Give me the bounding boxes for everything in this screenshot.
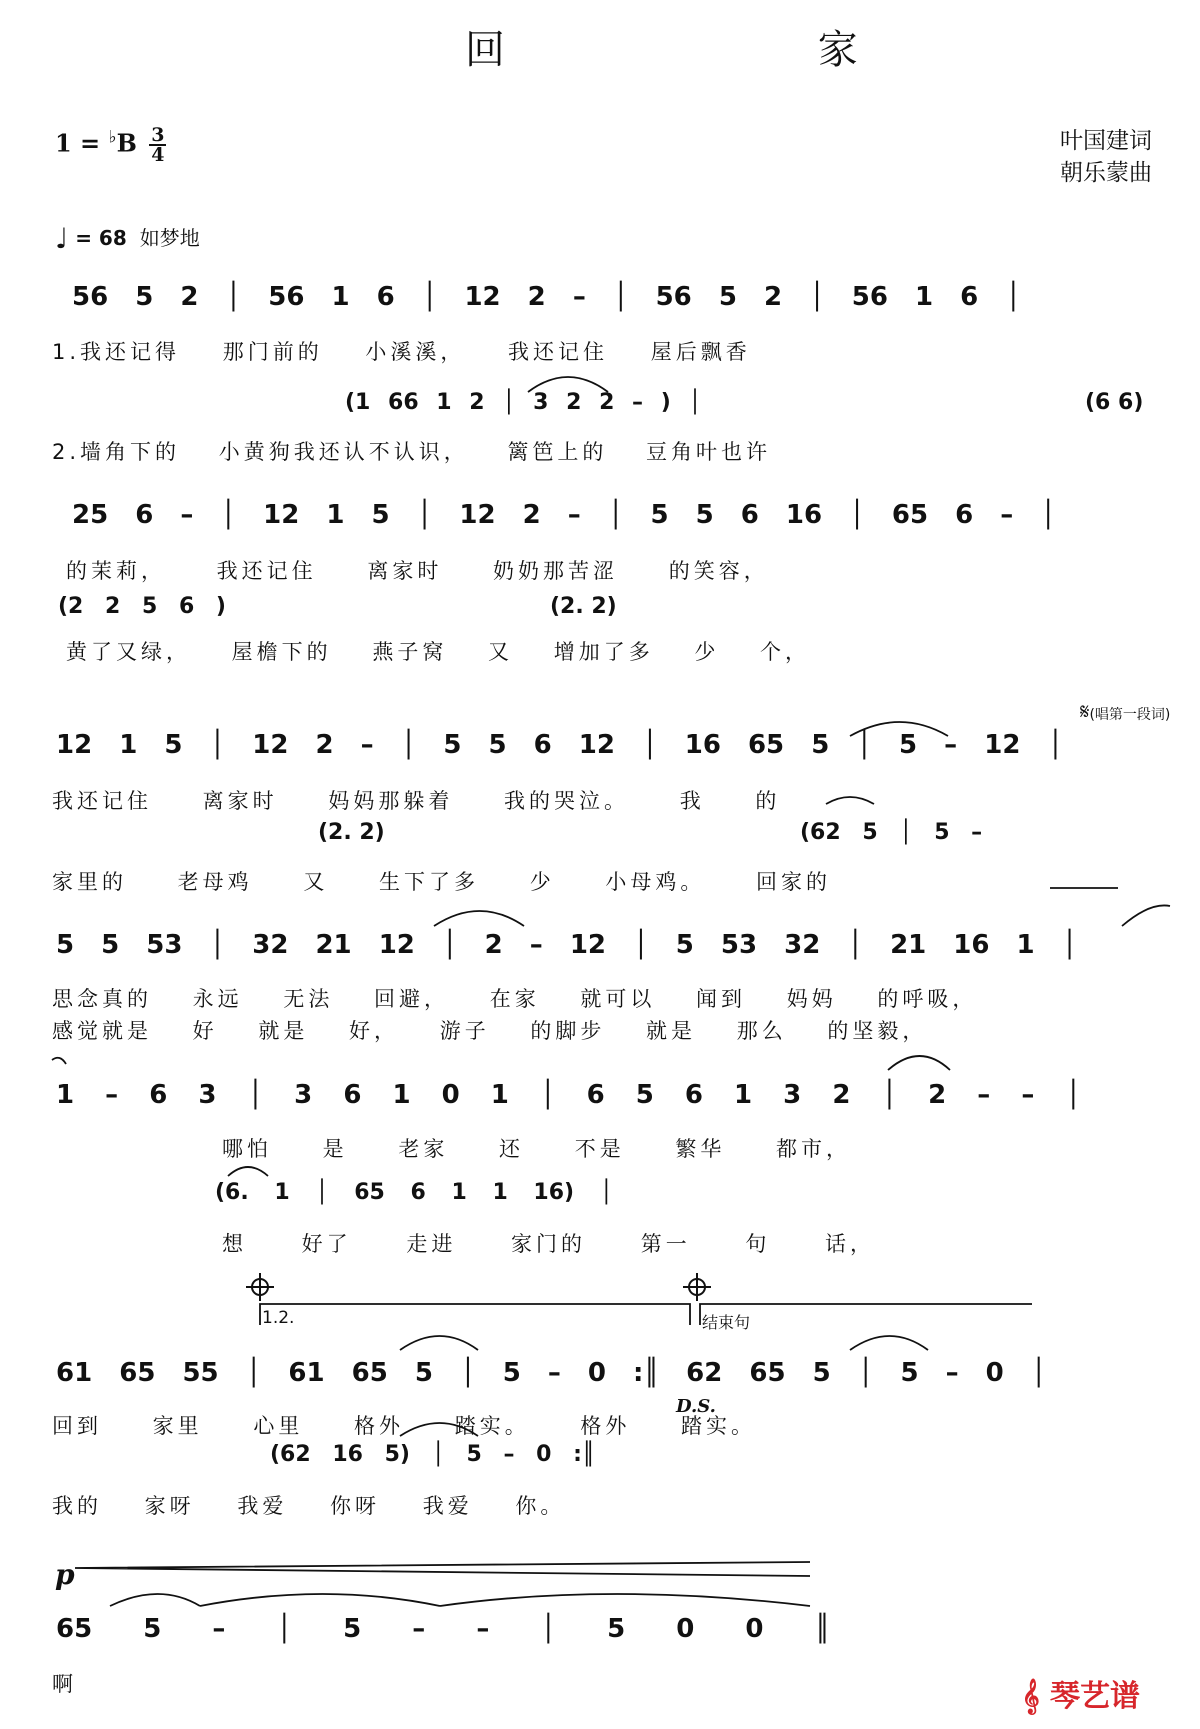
notation-line-7: 65 5 – │ 5 – – │ 5 0 0 ║: [56, 1614, 831, 1644]
ending-bracket: [700, 1304, 1032, 1325]
segno-instruction: 𝄋(唱第一段词): [1080, 700, 1171, 725]
notation-line-2: 25 6 – │ 12 1 5 │ 12 2 – │ 5 5 6 16 │ 65 6 – │: [72, 500, 1056, 530]
interlude-bit: (6 6): [1085, 390, 1144, 415]
page-title: 回 家: [465, 27, 1008, 73]
ending-label: 结束句: [702, 1313, 751, 1332]
notation-line-3: 12 1 5 │ 12 2 – │ 5 5 6 12 │ 16 65 5 │ 5 – 12 │: [56, 730, 1064, 760]
volta-1-label: 1.2.: [262, 1308, 295, 1328]
tie-slur: [52, 1058, 66, 1064]
interlude-line-6: (6. 1 │ 65 6 1 1 16) │: [215, 1180, 613, 1205]
lyric-line-11: 回到 家里 心里 格外 踏实。 格外 踏实。: [52, 1414, 757, 1438]
ds-marking: D.S.: [676, 1396, 716, 1417]
segno-icon: 𝄋: [1080, 700, 1090, 725]
tie-slur: [850, 1336, 928, 1350]
lyric-line-2: 2.墙角下的 小黄狗我还认不认识， 篱笆上的 豆角叶也许: [52, 440, 772, 464]
notation-line-6: 61 65 55 │ 61 65 5 │ 5 – 0 :║ 62 65 5 │ 5 – 0 │: [56, 1358, 1047, 1388]
notation-line-5: 1 – 6 3 │ 3 6 1 0 1 │ 6 5 6 1 3 2 │ 2 – – │: [56, 1080, 1082, 1110]
interlude-line-3: (2. 2): [550, 594, 617, 619]
crescendo-hairpin: [75, 1562, 810, 1576]
tie-slur: [400, 1336, 478, 1350]
tie-slur: [228, 1167, 268, 1176]
tie-slur: [1122, 905, 1170, 926]
tie-slur: [826, 797, 874, 804]
lyric-line-8: 感觉就是 好 就是 好， 游子 的脚步 就是 那么 的坚毅，: [52, 1019, 928, 1043]
tie-slur: [440, 1594, 810, 1606]
watermark-logo: 𝄞 琴艺谱: [1021, 1679, 1140, 1714]
tie-slur: [850, 722, 948, 736]
lyric-line-9: 哪怕 是 老家 还 不是 繁华 都市，: [222, 1137, 852, 1161]
lyricist-credit: 叶国建词: [1060, 128, 1152, 154]
tie-slur: [434, 911, 524, 926]
tie-slur: [888, 1056, 950, 1070]
interlude-line-4: (2. 2): [318, 820, 385, 845]
tie-slur: [200, 1594, 440, 1606]
notation-line-1: 56 5 2 │ 56 1 6 │ 12 2 – │ 56 5 2 │ 56 1 6 │: [72, 282, 1021, 312]
composer-credit: 朝乐蒙曲: [1060, 160, 1152, 186]
lyric-line-1: 1.我还记得 那门前的 小溪溪， 我还记住 屋后飘香: [52, 340, 751, 364]
tie-slur: [110, 1594, 200, 1606]
lyric-line-10: 想 好了 走进 家门的 第一 句 话，: [222, 1232, 876, 1256]
lyric-line-13: 啊: [52, 1672, 77, 1696]
lyric-line-6: 家里的 老母鸡 又 生下了多 少 小母鸡。 回家的: [52, 870, 832, 894]
tie-slur: [528, 377, 608, 392]
dynamic-marking: p: [55, 1558, 75, 1591]
lyric-line-12: 我的 家呀 我爱 你呀 我爱 你。: [52, 1494, 566, 1518]
tempo-marking: ♩ = 68 如梦地: [55, 222, 200, 255]
key-signature: 1 = ♭B $\frac{3}{4}$: [55, 124, 165, 166]
lyric-line-3: 的茉莉， 我还记住 离家时 奶奶那苦涩 的笑容，: [66, 559, 769, 583]
lyric-line-5: 我还记住 离家时 妈妈那躲着 我的哭泣。 我 的: [52, 789, 781, 813]
interlude-line-2: (2 2 5 6 ): [58, 594, 226, 619]
logo-icon: 𝄞: [1021, 1679, 1040, 1714]
lyric-line-7: 思念真的 永远 无法 回避， 在家 就可以 闻到 妈妈 的呼吸，: [52, 987, 978, 1011]
quarter-note-icon: ♩: [55, 222, 69, 255]
volta-bracket: [260, 1304, 690, 1325]
lyric-line-4: 黄了又绿， 屋檐下的 燕子窝 又 增加了多 少 个，: [66, 640, 811, 664]
interlude-line-5: (62 5 │ 5 –: [800, 820, 983, 845]
interlude-line-7: (62 16 5) │ 5 – 0 :║: [270, 1442, 596, 1467]
interlude-line-1: (1 66 1 2 │ 3 2 2 – ) │: [345, 390, 702, 415]
notation-line-4: 5 5 53 │ 32 21 12 │ 2 – 12 │ 5 53 32 │ 21 16 1 │: [56, 930, 1078, 960]
time-signature: $\frac{3}{4}$: [151, 124, 165, 166]
tie-slur: [400, 1423, 478, 1436]
